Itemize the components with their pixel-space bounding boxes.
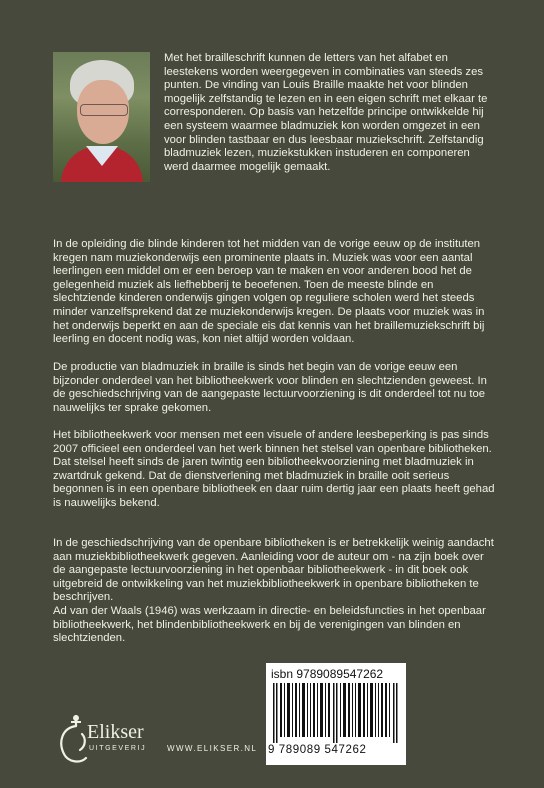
paragraph-author: In de geschiedschrijving van de openbare bibliotheken is er betrekkelijk weinig aandacht aan muziekbibliotheekwerk gegeven. Aanleiding voor de auteur om - na zijn boek over de aangepaste lectuurvoorziening in het openbaar bibliotheekwerk - in dit boek ook uitgebreid de ontwikkeling van het muziekbibliotheekwerk in openbare bibliotheken te beschrijven. Ad van der Waals (1946) was werkzaam in directie- en beleidsfuncties in het openbaar bibliotheekwerk, het blindenbibliotheekwerk en bij de verenigingen van blinden en slechtzienden. — [53, 537, 494, 645]
paragraph-music-education: In de opleiding die blinde kinderen tot het midden van de vorige eeuw op de instituten kregen nam muziekonderwijs een prominente plaats in. Muziek was voor een aantal leerlingen een middel om er een beroep van te maken en voor anderen bood het de gelegenheid muziek als liefhebberij te beoefenen. Toen de meeste blinde en slechtziende kinderen onderwijs gingen volgen op reguliere scholen werd het steeds minder vanzelfsprekend dat ze muziekonderwijs kregen. De plaats voor muziek was in het onderwijs beperkt en aan de speciale eis dat kennis van het braillemuziekschrift bij leerling en docent nodig was, kon niet altijd worden voldaan. — [53, 238, 485, 346]
author-photo — [53, 52, 150, 182]
intro-paragraph: Met het brailleschrift kunnen de letters van het alfabet en leestekens worden weergegeven in combinaties van steeds zes punten. De vinding van Louis Braille maakte het voor blinden mogelijk zelfstandig te lezen en in een eigen schrift met elkaar te corresponderen. Op basis van hetzelfde principe ontwikkelde hij een systeem waarmee bladmuziek kon worden omgezet in een voor blinden tastbaar en dus leesbaar muziekschrift. Zelfstandig bladmuziek lezen, muziekstukken instuderen en componeren werd daarmee mogelijk gemaakt. — [164, 52, 488, 173]
isbn-label: isbn 9789089547262 — [271, 667, 384, 681]
isbn-barcode — [266, 663, 406, 765]
publisher-subtitle: UITGEVERIJ — [89, 745, 147, 752]
paragraph-braille-production: De productie van bladmuziek in braille is sinds het begin van de vorige eeuw een bijzonder onderdeel van het bibliotheekwerk voor blinden en slechtzienden geweest. In de geschiedschrijving van de aangepaste lectuurvoorziening is dit onderdeel tot nu toe nauwelijks ter sprake gekomen. — [53, 361, 487, 414]
barcode-digits: 9 789089 547262 — [268, 744, 367, 756]
paragraph-library-work: Het bibliotheekwerk voor mensen met een visuele of andere leesbeperking is pas sinds 2007 officieel een onderdeel van het werk binnen het stelsel van openbare bibliotheken. Dat stelsel heeft sinds de jaren twintig een bibliotheekvoorziening met bladmuziek in zwartdruk gekend. Dat de dienstverlening met bladmuziek in braille ooit serieus begonnen is in een openbare bibliotheek en daar ruim dertig jaar een plaats heeft gehad is nauwelijks bekend. — [53, 429, 495, 509]
publisher-url[interactable]: WWW.ELIKSER.NL — [167, 744, 258, 753]
publisher-name: Elikser — [87, 721, 144, 743]
barcode-icon — [273, 683, 399, 743]
